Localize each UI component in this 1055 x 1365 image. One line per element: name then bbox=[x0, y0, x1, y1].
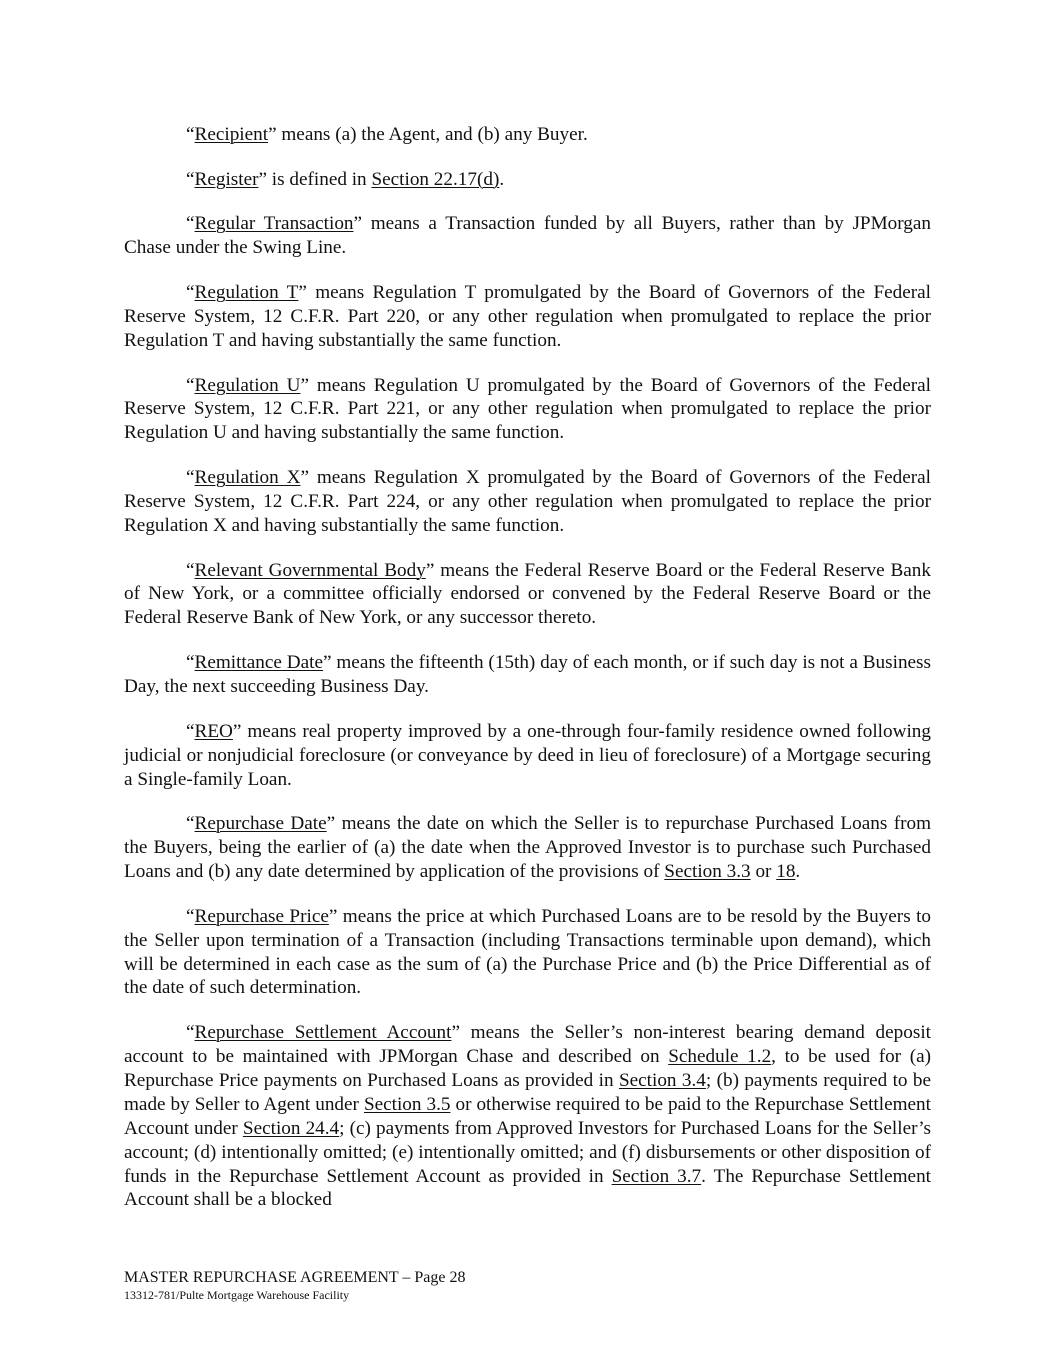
defined-term: Regular Transaction bbox=[194, 213, 354, 235]
schedule-reference: Schedule 1.2 bbox=[668, 1046, 772, 1068]
definition-paragraph: “Repurchase Date” means the date on which the Seller is to repurchase Purchased Loans from the Buyers, being the earlier of (a) the date when the Approved Investor is to purchase such Purchased Loans and (b) any date determined by application of the provisions of Section 3.3 or 18. bbox=[124, 813, 931, 883]
section-reference: Section 3.4 bbox=[618, 1069, 706, 1091]
defined-term: Repurchase Price bbox=[194, 905, 329, 927]
definition-paragraph: “REO” means real property improved by a one-through four-family residence owned following judicial or nonjudicial foreclosure (or conveyance by deed in lieu of foreclosure) of a Mortgage securing a Single-family Loan. bbox=[124, 720, 931, 790]
definition-paragraph: “Regulation X” means Regulation X promulgated by the Board of Governors of the Federal Reserve System, 12 C.F.R. Part 224, or any other regulation when promulgated to replace the prior Regulation X and having substantially the same function. bbox=[124, 467, 931, 536]
definition-paragraph: “Register” is defined in Section 22.17(d). bbox=[186, 168, 505, 190]
footer-page-label: MASTER REPURCHASE AGREEMENT – Page 28 bbox=[124, 1269, 466, 1286]
page-footer bbox=[124, 1268, 466, 1303]
definition-paragraph: “Repurchase Settlement Account” means the Seller’s non-interest bearing demand deposit account to be maintained with JPMorgan Chase and described on Schedule 1.2, to be used for (a) Repurchase Price payments on Purchased Loans as provided in Section 3.4; (b) payments required to be made by Seller to Agent under Section 3.5 or otherwise required to be paid to the Repurchase Settlement Account under Section 24.4; (c) payments from Approved Investors for Purchased Loans for the Seller’s account; (d) intentionally omitted; (e) intentionally omitted; and (f) disbursements or other disposition of funds in the Repurchase Settlement Account as provided in Section 3.7. The Repurchase Settlement Account shall be a blocked bbox=[124, 1022, 931, 1211]
defined-term: Regulation T bbox=[194, 282, 299, 304]
definition-paragraph: “Repurchase Price” means the price at which Purchased Loans are to be resold by the Buyers to the Seller upon termination of a Transaction (including Transactions terminable upon demand), which will be determined in each case as the sum of (a) the Purchase Price and (b) the Price Differential as of the date of such determination. bbox=[124, 905, 931, 999]
definition-paragraph: “Regulation T” means Regulation T promulgated by the Board of Governors of the Federal Reserve System, 12 C.F.R. Part 220, or any other regulation when promulgated to replace the prior Regulation T and having substantially the same function. bbox=[124, 282, 931, 351]
definition-paragraph: “Regulation U” means Regulation U promulgated by the Board of Governors of the Federal Reserve System, 12 C.F.R. Part 221, or any other regulation when promulgated to replace the prior Regulation U and having substantially the same function. bbox=[124, 374, 931, 444]
defined-term: Remittance Date bbox=[194, 652, 323, 674]
defined-term: Repurchase Date bbox=[194, 813, 327, 835]
section-reference: 18 bbox=[776, 861, 796, 883]
defined-term: Register bbox=[194, 168, 259, 190]
section-reference: Section 22.17(d) bbox=[371, 168, 500, 190]
footer-document-id: 13312-781/Pulte Mortgage Warehouse Facility bbox=[124, 1288, 350, 1302]
defined-term: Relevant Governmental Body bbox=[194, 559, 426, 581]
section-reference: Section 3.5 bbox=[363, 1093, 451, 1115]
definition-paragraph: “Recipient” means (a) the Agent, and (b) any Buyer. bbox=[186, 124, 588, 145]
document-body bbox=[124, 123, 931, 1212]
defined-term: REO bbox=[194, 720, 233, 742]
defined-term: Regulation X bbox=[194, 467, 301, 489]
definition-paragraph: “Regular Transaction” means a Transaction funded by all Buyers, rather than by JPMorgan Chase under the Swing Line. bbox=[124, 213, 931, 259]
section-reference: Section 24.4 bbox=[242, 1117, 340, 1139]
definition-paragraph: “Remittance Date” means the fifteenth (15th) day of each month, or if such day is not a Business Day, the next succeeding Business Day. bbox=[124, 652, 931, 697]
defined-term: Repurchase Settlement Account bbox=[194, 1022, 452, 1044]
definition-paragraph: “Relevant Governmental Body” means the Federal Reserve Board or the Federal Reserve Bank of New York, or a committee officially endorsed or convened by the Federal Reserve Board or the Federal Reserve Bank of New York, or any successor thereto. bbox=[124, 559, 931, 629]
defined-term: Recipient bbox=[194, 124, 269, 145]
section-reference: Section 3.7 bbox=[611, 1165, 702, 1187]
section-reference: Section 3.3 bbox=[664, 861, 751, 883]
defined-term: Regulation U bbox=[194, 374, 301, 396]
